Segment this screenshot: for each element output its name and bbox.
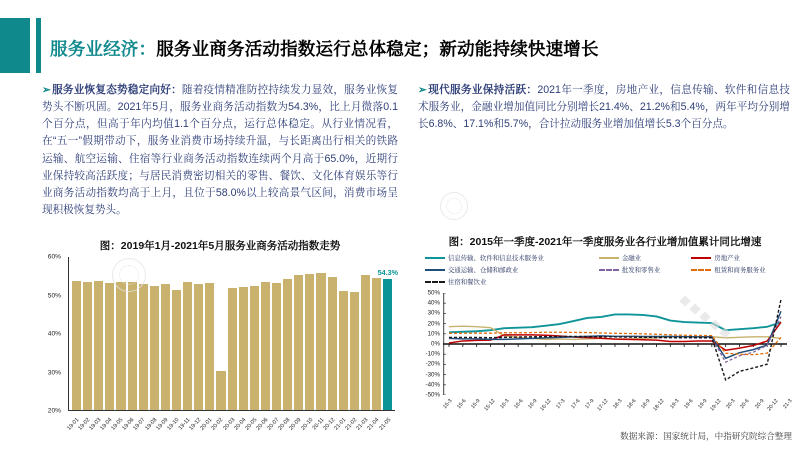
legend-line-swatch (425, 257, 445, 259)
axis-tick-label: 19-09 (155, 417, 170, 432)
title-text: 服务业商务活动指数运行总体稳定；新动能持续快速增长 (156, 39, 599, 59)
accent-bar (36, 18, 41, 73)
axis-tick-label: 20-6 (739, 398, 751, 410)
bar (250, 286, 259, 410)
axis-tick-label: 19-01 (65, 417, 81, 432)
legend-line-swatch (599, 257, 619, 259)
legend-label: 住宿和餐饮业 (448, 279, 487, 286)
axis-tick-label: 16-9 (527, 398, 539, 410)
bar (94, 281, 103, 410)
legend-item-real-estate (691, 253, 795, 262)
section-label: 服务业经济： (50, 39, 157, 59)
bar (328, 277, 337, 410)
axis-tick-label: 21-02 (344, 417, 359, 432)
page-title (50, 36, 599, 61)
axis-tick-label: 15-12 (482, 398, 497, 413)
legend-item-transport (425, 265, 599, 274)
line-chart-plot (425, 289, 787, 399)
axis-tick-label: 20-01 (199, 417, 214, 432)
axis-tick-label: 19-3 (668, 398, 681, 410)
axis-tick-label: 10% (427, 330, 440, 338)
legend-line-swatch (425, 269, 445, 271)
line-chart (415, 234, 795, 421)
axis-tick-label: 21-03 (355, 417, 370, 432)
axis-tick-label: 16-12 (539, 398, 553, 413)
axis-tick-label: 17-12 (596, 398, 610, 413)
axis-tick-label: 16-3 (498, 398, 511, 410)
bar (216, 371, 225, 410)
axis-tick-label: 20% (47, 407, 61, 415)
axis-tick-label: 19-6 (682, 398, 695, 410)
axis-tick-label: 20-9 (753, 398, 766, 410)
bar (150, 286, 159, 410)
axis-tick-label: 21-01 (333, 417, 348, 432)
axis-tick-label: 18-6 (626, 398, 638, 410)
axis-tick-label: 16-6 (513, 398, 525, 410)
left-paragraph-body: 随着疫情精准防控持续发力显效，服务业恢复势头不断巩固。2021年5月，服务业商务活动指数为54.3%，比上月微落0.1个百分点，但高于年内均值1.1个百分点，运行总体稳定。从行业情况看，在“五一”假期带动下，服务业消费市场持续升温，与长距离出行相关的铁路运输、航空运输、住宿等行业商务活动指数连续两个月高于65.0%，近期行业保持较高活跃度；与居民消费密切相关的零售、餐饮、文化体育娱乐等行业商务活动指数均高于上月，且位于58.0%以上较高景气区间，消费市场呈现积极恢复势头。 (42, 84, 399, 217)
bar (161, 284, 170, 410)
axis-tick-label: 19-12 (188, 417, 203, 432)
series-line-transport (449, 311, 781, 358)
bar (83, 282, 92, 410)
bar (205, 283, 214, 410)
bar (139, 284, 148, 410)
legend-item-hotel-catering (425, 277, 599, 286)
axis-tick-label: 50% (427, 289, 440, 297)
axis-tick-label: 20-05 (244, 417, 259, 432)
legend-line-swatch (599, 269, 619, 271)
source-note: 数据来源：国家统计局，中指研究院综合整理 (620, 431, 792, 441)
axis-tick-label: 20-3 (725, 398, 737, 410)
bar (283, 279, 292, 410)
axis-tick-label: 19-03 (88, 417, 103, 432)
watermark-circle (440, 192, 468, 220)
axis-tick-label: 20-06 (255, 417, 270, 432)
left-paragraph (42, 82, 398, 219)
axis-tick-label: 21-04 (366, 417, 381, 432)
legend-label: 信息传输、软件和信息技术服务业 (448, 255, 544, 262)
axis-tick-label: 20% (427, 320, 440, 328)
axis-tick-label: 20-03 (221, 417, 236, 432)
axis-tick-label: 50% (47, 292, 61, 299)
axis-tick-label: 40% (427, 299, 440, 307)
bar (172, 290, 181, 410)
axis-tick-label: 19-05 (110, 417, 125, 432)
axis-tick-label: -20% (425, 360, 440, 368)
bar (316, 273, 325, 410)
legend-label: 租赁和商务服务业 (714, 267, 766, 274)
axis-tick-label: 19-9 (697, 398, 709, 410)
axis-tick-label: 40% (47, 330, 61, 338)
axis-tick-label: 20-09 (288, 417, 303, 432)
legend-label: 批发和零售业 (621, 267, 661, 274)
line-chart-legend (425, 253, 795, 286)
axis-tick-label: 20-07 (266, 417, 281, 432)
axis-tick-label: 19-04 (99, 417, 114, 432)
axis-tick-label: 20-04 (233, 417, 248, 432)
axis-tick-label: 19-06 (121, 417, 136, 432)
legend-line-swatch (691, 257, 711, 259)
axis-tick-label: -30% (425, 371, 440, 379)
bar (272, 283, 281, 410)
bar (194, 284, 203, 410)
axis-tick-label: 18-3 (612, 398, 624, 410)
bar (339, 291, 348, 410)
bar (228, 288, 237, 410)
bar (383, 279, 392, 410)
bar-chart-title: 图：2019年1月-2021年5月服务业商务活动指数走势 (99, 240, 341, 252)
axis-tick-label: 17-6 (569, 398, 582, 410)
bar (239, 287, 248, 410)
axis-tick-label: 19-02 (77, 417, 92, 432)
right-paragraph (418, 82, 790, 133)
left-paragraph-heading: 服务业恢复态势稳定向好： (51, 84, 182, 96)
axis-tick-label: 21-3 (782, 398, 794, 410)
line-chart-xaxis (443, 395, 795, 421)
legend-item-wholesale-retail (599, 265, 692, 274)
bar (72, 281, 81, 410)
axis-tick-label: 20-12 (322, 417, 337, 432)
axis-tick-label: 19-10 (166, 417, 181, 432)
line-chart-title: 图：2015年一季度-2021年一季度服务业各行业增加值累计同比增速 (448, 236, 762, 248)
legend-item-info-tech (425, 253, 599, 262)
axis-tick-label: -10% (425, 350, 440, 358)
bar (361, 275, 370, 410)
axis-tick-label: 15-9 (470, 398, 483, 410)
line-chart-svg (443, 293, 787, 395)
accent-square (0, 18, 30, 73)
axis-tick-label: 17-9 (583, 398, 596, 410)
axis-tick-label: 19-07 (132, 417, 147, 432)
legend-item-finance (599, 253, 692, 262)
legend-label: 房地产业 (714, 255, 740, 262)
axis-tick-label: -50% (425, 391, 440, 399)
axis-tick-label: 30% (427, 309, 440, 317)
axis-tick-label: 19-12 (709, 398, 723, 413)
axis-tick-label: 18-12 (652, 398, 667, 413)
bar (305, 274, 314, 410)
bar-chart-yaxis (40, 253, 65, 415)
axis-tick-label: 20-10 (299, 417, 314, 432)
bar (372, 278, 381, 410)
bar (350, 292, 359, 410)
axis-tick-label: 15-6 (456, 398, 468, 410)
legend-line-swatch (691, 269, 711, 271)
axis-tick-label: 0% (431, 340, 440, 348)
axis-tick-label: 20-02 (210, 417, 225, 432)
legend-label: 金融业 (621, 255, 642, 262)
arrow-bullet-icon: ➢ (418, 84, 427, 96)
legend-label: 交通运输、仓储和邮政业 (448, 267, 519, 274)
axis-tick-label: 20-11 (311, 417, 326, 432)
watermark-circle (112, 258, 146, 292)
series-line-info-tech (449, 314, 781, 332)
bar (261, 282, 270, 410)
legend-item-leasing-business (691, 265, 795, 274)
right-paragraph-body: 2021年一季度，房地产业，信息传输、软件和信息技术服务业，金融业增加值同比分别增长21.4%、21.2%和5.4%，两年平均分别增长6.8%、17.1%和5.7%，合计拉动服务业增加值增长5.3个百分点。 (418, 84, 790, 131)
bar (105, 283, 114, 410)
bar (128, 282, 137, 410)
axis-tick-label: 18-9 (640, 398, 652, 410)
axis-tick-label: 19-08 (143, 417, 159, 432)
bar-data-label: 54.3% (377, 267, 398, 277)
axis-tick-label: 17-3 (555, 398, 567, 410)
bar-chart (40, 238, 400, 443)
arrow-bullet-icon: ➢ (42, 84, 51, 96)
legend-line-swatch (425, 281, 445, 283)
axis-tick-label: -40% (425, 381, 440, 389)
axis-tick-label: 20-08 (277, 417, 292, 432)
axis-tick-label: 60% (47, 253, 61, 261)
axis-tick-label: 30% (47, 369, 61, 376)
axis-tick-label: 20-12 (765, 398, 780, 413)
bar-chart-xaxis (65, 414, 395, 442)
bar (183, 282, 192, 410)
axis-tick-label: 21-05 (377, 417, 392, 432)
axis-tick-label: 19-11 (177, 417, 192, 432)
right-paragraph-heading: 现代服务业保持活跃： (427, 84, 538, 96)
axis-tick-label: 15-3 (442, 398, 454, 410)
bar (116, 282, 125, 410)
bar (294, 275, 303, 410)
